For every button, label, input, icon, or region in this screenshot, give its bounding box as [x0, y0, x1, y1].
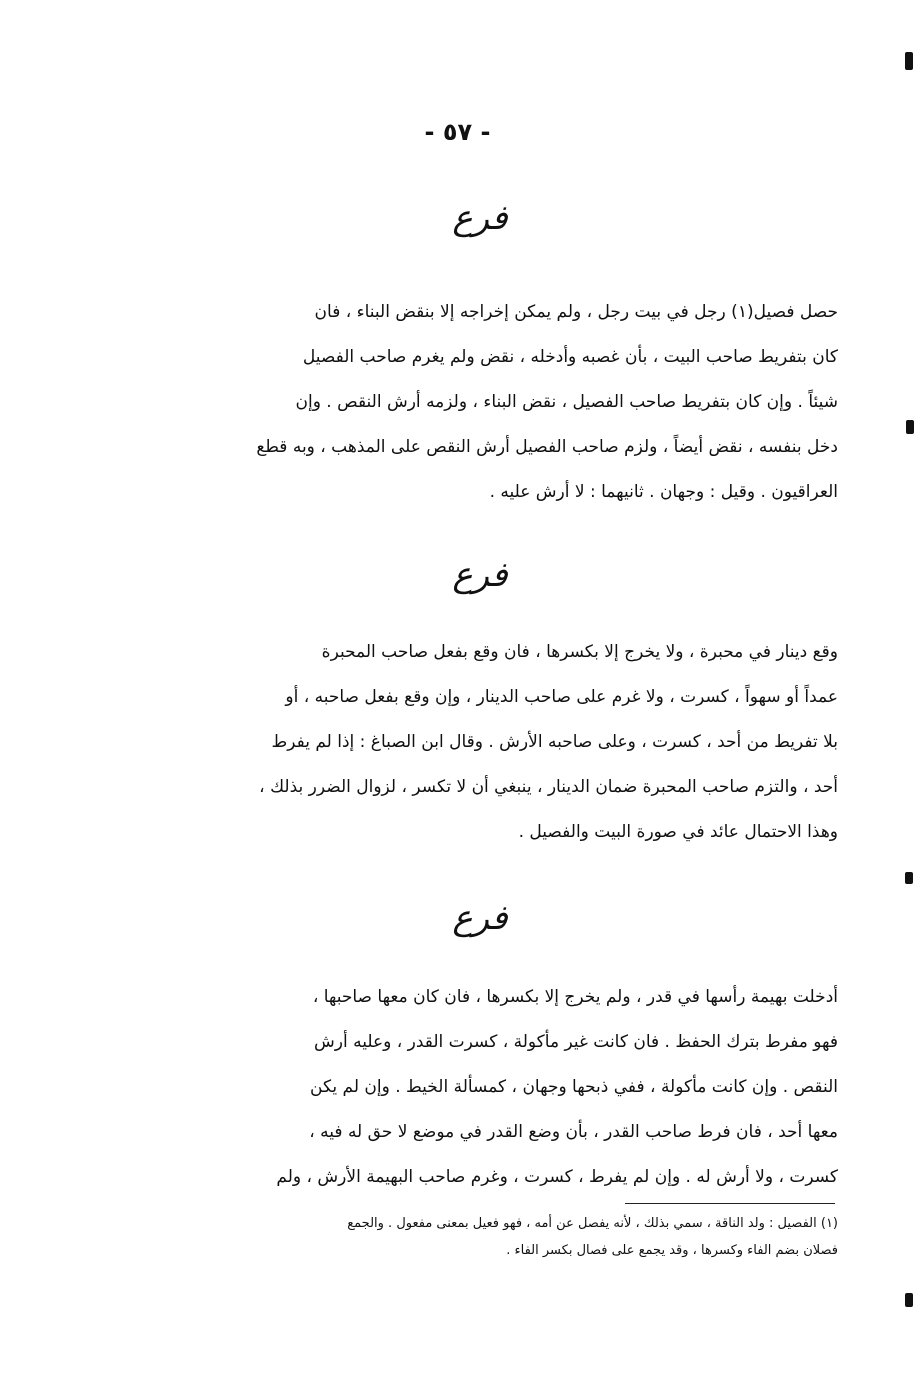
text-line: كسرت ، ولا أرش له . وإن لم يفرط ، كسرت ، وغرم صاحب البهيمة الأرش ، ولم — [276, 1167, 838, 1187]
section-heading-1: فرع — [452, 198, 508, 238]
page-number: - ٥٧ - — [424, 118, 491, 146]
section-heading-2: فرع — [452, 555, 508, 595]
footnote-line: (١) الفصيل : ولد الناقة ، سمي بذلك ، لأنه يفصل عن أمه ، فهو فعيل بمعنى مفعول . والجمع — [347, 1216, 838, 1231]
scan-edge-mark — [906, 420, 914, 434]
section-paragraph-3 — [100, 975, 838, 1200]
text-line: وهذا الاحتمال عائد في صورة البيت والفصيل . — [518, 822, 838, 842]
section-paragraph-2 — [100, 630, 838, 855]
text-line: دخل بنفسه ، نقض أيضاً ، ولزم صاحب الفصيل أرش النقص على المذهب ، وبه قطع — [256, 437, 838, 457]
text-line: النقص . وإن كانت مأكولة ، ففي ذبحها وجهان ، كمسألة الخيط . وإن لم يكن — [310, 1077, 838, 1097]
text-line: كان بتفريط صاحب البيت ، بأن غصبه وأدخله ، نقض ولم يغرم صاحب الفصيل — [302, 347, 838, 367]
scan-edge-mark — [905, 52, 913, 70]
scan-edge-mark — [905, 872, 913, 884]
text-line: حصل فصيل(١) رجل في بيت رجل ، ولم يمكن إخراجه إلا بنقض البناء ، فان — [314, 302, 838, 322]
text-line: أحد ، والتزم صاحب المحبرة ضمان الدينار ، ينبغي أن لا تكسر ، لزوال الضرر بذلك ، — [259, 777, 838, 797]
scan-edge-mark — [905, 1293, 913, 1307]
section-paragraph-1 — [100, 290, 838, 515]
footnote — [100, 1210, 838, 1264]
text-line: وقع دينار في محبرة ، ولا يخرج إلا بكسرها ، فان وقع بفعل صاحب المحبرة — [321, 642, 838, 662]
footnote-line: فصلان بضم الفاء وكسرها ، وقد يجمع على فصال بكسر الفاء . — [506, 1243, 838, 1258]
footnote-rule — [625, 1203, 835, 1204]
text-line: شيئاً . وإن كان بتفريط صاحب الفصيل ، نقض البناء ، ولزمه أرش النقص . وإن — [295, 392, 838, 412]
text-line: عمداً أو سهواً ، كسرت ، ولا غرم على صاحب الدينار ، وإن وقع بفعل صاحبه ، أو — [285, 687, 838, 707]
text-line: بلا تفريط من أحد ، كسرت ، وعلى صاحبه الأرش . وقال ابن الصباغ : إذا لم يفرط — [271, 732, 838, 752]
text-line: أدخلت بهيمة رأسها في قدر ، ولم يخرج إلا بكسرها ، فان كان معها صاحبها ، — [312, 987, 838, 1007]
section-heading-3: فرع — [452, 898, 508, 938]
text-line: العراقيون . وقيل : وجهان . ثانيهما : لا أرش عليه . — [489, 482, 838, 502]
text-line: فهو مفرط بترك الحفظ . فان كانت غير مأكولة ، كسرت القدر ، وعليه أرش — [314, 1032, 838, 1052]
text-line: معها أحد ، فان فرط صاحب القدر ، بأن وضع القدر في موضع لا حق له فيه ، — [309, 1122, 838, 1142]
